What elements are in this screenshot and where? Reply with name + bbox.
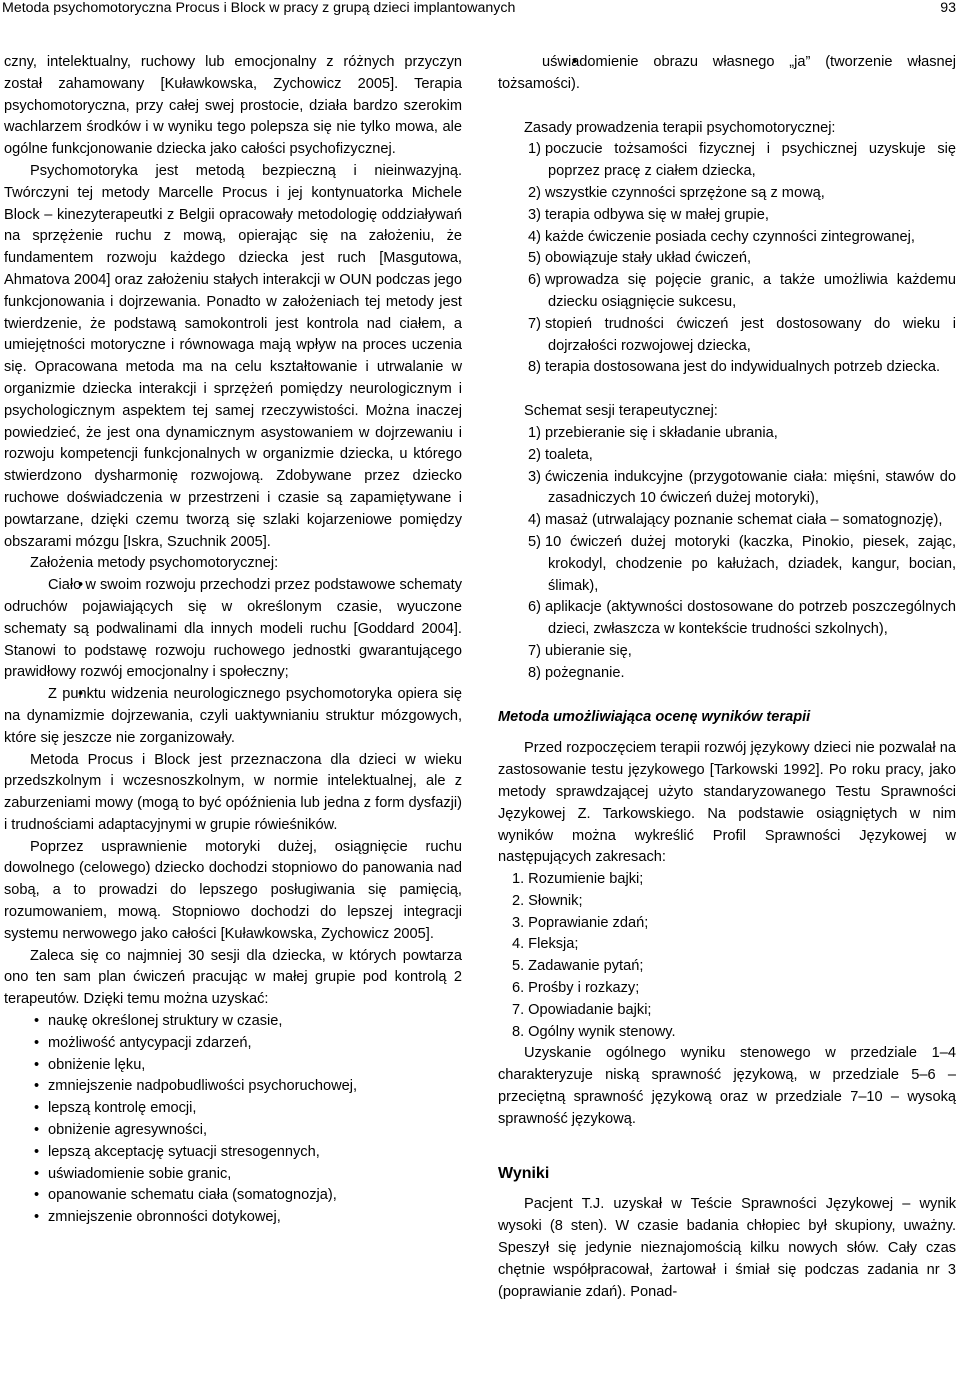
session-title: Schemat sesji terapeutycznej: <box>524 403 718 420</box>
list-item: 8. Ogólny wynik stenowy. <box>512 1023 676 1040</box>
list-item: • naukę określonej struktury w czasie, <box>4 1011 462 1033</box>
list-item: 3) ćwiczenia indukcyjne (przygotowanie ciała: mięśni, stawów do zasadniczych 10 ćwiczeń dużej motoryki), <box>528 468 956 507</box>
paragraph-results: Pacjent T.J. uzyskał w Teście Sprawności Językowej – wynik wysoki (8 sten). W czasie badania chłopiec był skupiony, uważny. Speszył się jedynie nieznajomością kilku nowych słów. Cały czas chętnie współpracował, żartował i śmiał się podczas zadania nr 3 (poprawianie zdań). Ponad- <box>498 1196 956 1300</box>
list-item: 6. Prośby i rozkazy; <box>512 980 640 997</box>
left-column <box>4 52 462 1229</box>
list-item: • obniżenie lęku, <box>4 1055 462 1077</box>
list-item: 3) terapia odbywa się w małej grupie, <box>528 206 769 223</box>
list-item: • obniżenie agresywności, <box>4 1120 462 1142</box>
list-item: • opanowanie schematu ciała (somatognozja), <box>4 1185 462 1207</box>
gains-list-continued <box>498 52 956 96</box>
list-item: 1) przebieranie się i składanie ubrania, <box>528 424 778 441</box>
list-item: 1. Rozumienie bajki; <box>512 871 644 888</box>
paragraph-method: Przed rozpoczęciem terapii rozwój językowy dzieci nie pozwalał na zastosowanie testu językowego [Tarkowski 1992]. Po roku pracy, jako metody sprawdzającej użyto standaryzowanego Testu Sprawności Językowej Z. Tarkowskiego. Na podstawie osiągniętych w nim wyników można wykreślić Profil Sprawności Językowej w następujących zakresach: <box>498 740 956 866</box>
list-item: 4) każde ćwiczenie posiada cechy czynności zintegrowanej, <box>528 228 915 245</box>
running-title: Metoda psychomotoryczna Procus i Block w pracy z grupą dzieci implantowanych <box>2 0 516 16</box>
list-item: • zmniejszenie nadpobudliwości psychoruchowej, <box>4 1076 462 1098</box>
list-item: 7) ubieranie się, <box>528 642 632 659</box>
section-heading-method: Metoda umożliwiająca ocenę wyników terapii <box>498 708 811 725</box>
paragraph-scores: Uzyskanie ogólnego wyniku stenowego w przedziale 1–4 charakteryzuje niską sprawność językową, w przedziale 5–6 – przeciętną sprawność językową oraz w przedziale 7–10 – wysoką sprawność językową. <box>498 1045 956 1127</box>
list-item: • Ciało w swoim rozwoju przechodzi przez podstawowe schematy odruchów pojawiających się w określonym czasie, wyuczone schematy są podwalinami dla innych modeli ruchu [Goddard 2004]. Stanowi to podstawę rozwoju ruchowego jednostki gwarantującego prawidłowy rozwój emocjonalny i społeczny; <box>4 575 462 684</box>
list-item: • uświadomienie sobie granic, <box>4 1164 462 1186</box>
list-item: 4. Fleksja; <box>512 936 579 953</box>
list-item: • lepszą kontrolę emocji, <box>4 1098 462 1120</box>
paragraph-psychomotor: Psychomotoryka jest metodą bezpieczną i nieinwazyjną. Twórczyni tej metody Marcelle Procus i jej kontynuatorka Michele Block – kinezyterapeutki z Belgii opracowały metodologię oddziaływań na sprzężenie ruchu z mową, opierając się na założeniu, że fundamentem rozwoju każdego dziecka jest ruch [Masgutowa, Ahmatova 2004] oraz założeniu stałych interakcji w OUN podczas jego funkcjonowania i dojrzewania. Ponadto w założeniach tej metody jest twierdzenie, że podstawą samokontroli jest kontrola nad ciałem, a umiejętności motoryczne i równowaga mają wpływ na proces uczenia się. Opracowana metoda ma na celu kształtowanie i utrwalanie w organizmie dziecka interakcji i sprzężeń pomiędzy neurologicznym i psychologicznym aspektem tej samej rzeczywistości. Można inaczej powiedzieć, że jest ona dynamicznym asystowaniem w dojrzewaniu i rozwoju kompetencji funkcjonalnych w organizmie dziecka, u którego stwierdzono dysharmonię rozwojową. Zdobywane przez dziecko ruchowe doświadczenia w przestrzeni i czasie są zapamiętywane i powtarzane, dzięki czemu tworzą się szlaki kojarzeniowe pomiędzy obszarami mózgu [Iskra, Szuchnik 2005]. <box>4 162 462 550</box>
list-item: 5. Zadawanie pytań; <box>512 958 644 975</box>
gains-list <box>4 1011 462 1229</box>
session-list <box>498 423 956 685</box>
principles-list <box>498 139 956 379</box>
list-item: 3. Poprawianie zdań; <box>512 914 649 931</box>
list-item: 6) aplikacje (aktywności dostosowane do potrzeb poszczególnych dzieci, zwłaszcza w kontekście trudności szkolnych), <box>528 599 956 638</box>
list-item: 5) 10 ćwiczeń dużej motoryki (kaczka, Pinokio, piesek, zając, krokodyl, chodzenie po kałużach, dziadek, kangur, bocian, ślimak), <box>528 533 956 594</box>
paragraph-motor-skills: Poprzez usprawnienie motoryki dużej, osiągnięcie ruchu dowolnego (celowego) dziecko dochodzi stopniowo do panowania nad sobą, a to prowadzi do lepszego posługiwania się pamięcią, rozumowaniem, mową. Stopniowo dochodzi do lepszej integracji systemu nerwowego jako całości [Kuławkowska, Zychowicz 2005]. <box>4 838 462 942</box>
paragraph-assumptions-title: Założenia metody psychomotorycznej: <box>30 555 279 572</box>
list-item: 2) toaleta, <box>528 446 593 463</box>
principles-title: Zasady prowadzenia terapii psychomotorycznej: <box>524 119 836 136</box>
list-item: 8) pożegnanie. <box>528 664 625 681</box>
list-item: 6) wprowadza się pojęcie granic, a także umożliwia każdemu dziecku osiągnięcie sukcesu, <box>528 272 956 310</box>
list-item: • uświadomienie obrazu własnego „ja” (tworzenie własnej tożsamości). <box>498 52 956 96</box>
page-number: 93 <box>940 0 956 16</box>
list-item: • zmniejszenie obronności dotykowej, <box>4 1207 462 1229</box>
list-item: 1) poczucie tożsamości fizycznej i psychicznej uzyskuje się poprzez pracę z ciałem dziecka, <box>528 141 956 180</box>
list-item: 7) stopień trudności ćwiczeń jest dostosowany do wieku i dojrzałości rozwojowej dziecka, <box>528 315 956 354</box>
list-item: • możliwość antycypacji zdarzeń, <box>4 1033 462 1055</box>
list-item: 2) wszystkie czynności sprzężone są z mową, <box>528 184 825 201</box>
list-item: 7. Opowiadanie bajki; <box>512 1001 652 1018</box>
running-header <box>0 0 960 24</box>
assumptions-list <box>4 575 462 749</box>
list-item: 2. Słownik; <box>512 892 583 909</box>
paragraph-intro: czny, intelektualny, ruchowy lub emocjonalny z różnych przyczyn został zahamowany [Kuławkowska, Zychowicz 2005]. Terapia psychomotoryczna, przy całej swej prostocie, działa bardzo szerokim wachlarzem środków i w wyniku tego polepsza się nie tylko mowa, ale ogólne funkcjonowanie dziecka jako całości psychofizycznej. <box>4 54 462 158</box>
list-item: • Z punktu widzenia neurologicznego psychomotoryka opiera się na dynamizmie dojrzewania, czyli uaktywnianiu struktur mózgowych, które się jeszcze nie zorganizowały. <box>4 684 462 749</box>
list-item: • lepszą akceptację sytuacji stresogennych, <box>4 1142 462 1164</box>
paragraph-target-group: Metoda Procus i Block jest przeznaczona dla dzieci w wieku przedszkolnym i wczesnoszkolnym, w normie intelektualnej, ale z zaburzeniami mowy (mogą to być opóźnienia lub jedna z form dysfazji) i trudnościami adaptacyjnymi w grupie rówieśników. <box>4 751 462 833</box>
right-column <box>498 52 956 1303</box>
list-item: 4) masaż (utrwalający poznanie schemat ciała – somatognozję), <box>528 512 943 529</box>
list-item: 5) obowiązuje stały układ ćwiczeń, <box>528 250 752 267</box>
list-item: 8) terapia dostosowana jest do indywidualnych potrzeb dziecka. <box>528 359 941 376</box>
section-heading-results: Wyniki <box>498 1164 550 1182</box>
paragraph-sessions: Zaleca się co najmniej 30 sesji dla dziecka, w których powtarza ono ten sam plan ćwiczeń pracując w małej grupie pod kontrolą 2 terapeutów. Dzięki temu można uzyskać: <box>4 947 462 1008</box>
ranges-list <box>498 869 956 1043</box>
